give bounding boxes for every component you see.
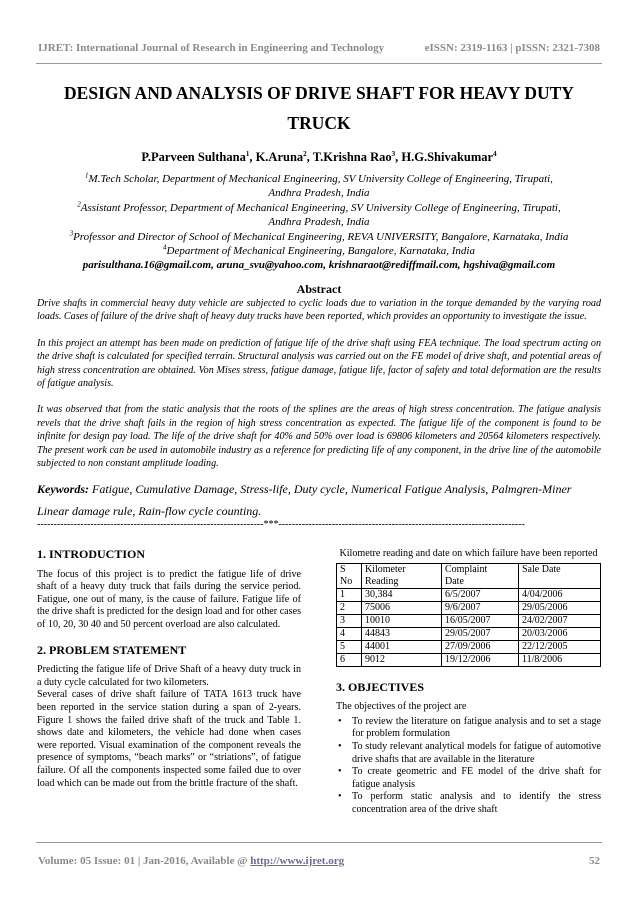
abstract-paragraph: Drive shafts in commercial heavy duty vehicle are subjected to cyclic loads due to variation in the torque demanded by the varying road loads. Cases of failure of the drive shaft of heavy duty trucks have been reported, which provides an opportunity to investigate the issue. bbox=[37, 298, 601, 323]
author-list: P.Parveen Sulthana$^1$, K.Aruna$^2$, T.Krishna Rao$^3$, H.G.Shivakumar$^4$ bbox=[141, 149, 497, 164]
abstract-body bbox=[37, 297, 601, 483]
abstract-paragraph: In this project an attempt has been made on prediction of fatigue life of the drive shaft using FEA technique. The load spectrum acting on the drive shaft is calculated for specified terrain. Structural analysis was carried out on the FE model of drive shaft, and potential areas of high stress concentration are obtained. Von Mises stress, fatigue damage, fatigue life, factor of safety and total deformation are the results of fatigue analysis. bbox=[37, 337, 601, 390]
affiliations bbox=[34, 172, 604, 273]
intro-paragraph: The focus of this project is to predict the fatigue life of drive shaft of a heavy duty truck that fails during the service period. Fatigue, one out of many, is the cause of failure. Fatigue life of the drive shaft is predicted for the design load and for other cases of 10, 20, 30 40 and 50 percent overload are also calculated. bbox=[37, 568, 301, 630]
problem-heading: 2. PROBLEM STATEMENT bbox=[37, 642, 187, 657]
table-header-row bbox=[337, 563, 601, 588]
affiliation: $^3$Professor and Director of School of Mechanical Engineering, REVA UNIVERSITY, Bangalore, Karnataka, India bbox=[69, 228, 569, 243]
header-cell: Complaint Date bbox=[442, 563, 519, 588]
table-row: 3 10010 16/05/2007 24/02/2007 bbox=[337, 614, 601, 627]
journal-name: IJRET: International Journal of Research in Engineering and Technology bbox=[38, 42, 385, 54]
keywords-text: Fatigue, Cumulative Damage, Stress-life, Duty cycle, Numerical Fatigue Analysis, Palmgren-Miner Linear damage rule, Rain-flow cycle counting. bbox=[37, 482, 572, 518]
footer-volume: Volume: 05 Issue: 01 | Jan-2016, Available @ http://www.ijret.org bbox=[38, 855, 345, 867]
problem-paragraph: Predicting the fatigue life of Drive Shaft of a heavy duty truck in a duty cycle calculated for two kilometers. bbox=[37, 664, 301, 688]
author: T.Krishna Rao bbox=[312, 150, 392, 164]
table-caption: Kilometre reading and date on which failure have been reported bbox=[339, 548, 598, 559]
header-cell: S No bbox=[337, 563, 362, 588]
failure-table bbox=[336, 563, 601, 667]
right-column bbox=[336, 548, 601, 817]
objectives-list bbox=[336, 716, 601, 817]
affiliation: $^2$Assistant Professor, Department of Mechanical Engineering, SV University College of Engineering, Tirupati, bbox=[77, 200, 561, 214]
paper-title bbox=[40, 78, 598, 138]
section-separator: --------------------------------------------------------------------***-------------------------------------------------------------------------- bbox=[37, 519, 525, 530]
author-emails: parisulthana.16@gmail.com, aruna_svu@yahoo.com, krishnaraot@rediffmail.com, hgshiva@gmail.com bbox=[82, 259, 556, 272]
table-row: 4 44843 29/05/2007 20/03/2006 bbox=[337, 627, 601, 640]
affiliation: $^1$M.Tech Scholar, Department of Mechanical Engineering, SV University College of Engineering, Tirupati, bbox=[85, 171, 553, 185]
intro-heading: 1. INTRODUCTION bbox=[37, 547, 146, 561]
list-item: • To study relevant analytical models for fatigue of automotive drive shafts that are available in the literature bbox=[336, 741, 601, 766]
footer-rule bbox=[36, 842, 602, 843]
keywords-label: Keywords: bbox=[37, 482, 89, 496]
left-column bbox=[37, 548, 301, 790]
table-row: 6 9012 19/12/2006 11/8/2006 bbox=[337, 653, 601, 666]
running-header bbox=[38, 42, 600, 54]
table-row: 5 44001 27/09/2006 22/12/2005 bbox=[337, 640, 601, 653]
list-item: • To review the literature on fatigue analysis and to set a stage for problem formulation bbox=[336, 716, 601, 741]
objectives-heading: 3. OBJECTIVES bbox=[336, 679, 425, 694]
author: K.Aruna bbox=[255, 150, 304, 164]
problem-paragraph: Several cases of drive shaft failure of TATA 1613 truck have been reported in the service station during a span of 2-years. Figure 1 shows the failed drive shaft of the truck and Table 1. shows date and kilometers, the vehicle had done when cases were reported. Visual examination of the component reveals the presence of symptoms, “beach marks” or “striations”, of fatigue failure. Of all the components inspected some failed due to over load which can be made out from the brittle fracture of the shaft. bbox=[37, 689, 301, 789]
table-row: 1 30,384 6/5/2007 4/04/2006 bbox=[337, 588, 601, 601]
journal-link[interactable]: http://www.ijret.org bbox=[250, 855, 345, 867]
title-line-1: DESIGN AND ANALYSIS OF DRIVE SHAFT FOR HEAVY DUTY bbox=[64, 83, 574, 103]
list-item: • To create geometric and FE model of the drive shaft for fatigue analysis bbox=[336, 766, 601, 791]
abstract-paragraph: It was observed that from the static analysis that the roots of the splines are the areas of high stress concentration. The fatigue analysis revels that the drive shaft fails in the region of high stress concentration as expected. The fatigue life of the component is found to be infinite for design pay load. The life of the drive shaft for 40% and 50% over load is 69806 kilometers and 20564 kilometers respectively. The present work can be used in automobile industry as a reference for predicting life of any component, in the drive line of the automobile subjected to non constant amplitude loading. bbox=[37, 404, 601, 470]
author: H.G.Shivakumar bbox=[401, 150, 494, 164]
table-row: 2 75006 9/6/2007 29/05/2006 bbox=[337, 601, 601, 614]
affiliation: $^4$Department of Mechanical Engineering, Bangalore, Karnataka, India bbox=[163, 243, 475, 258]
affiliation-cont: Andhra Pradesh, India bbox=[268, 187, 370, 200]
abstract-heading: Abstract bbox=[296, 282, 342, 296]
title-line-2: TRUCK bbox=[287, 113, 351, 133]
list-item: • To perform static analysis and to identify the stress concentration area of the drive shaft bbox=[336, 791, 601, 816]
header-cell: Kilometer Reading bbox=[362, 563, 442, 588]
author: P.Parveen Sulthana bbox=[141, 150, 246, 164]
issn: eISSN: 2319-1163 | pISSN: 2321-7308 bbox=[424, 42, 600, 54]
header-cell: Sale Date bbox=[519, 563, 601, 588]
running-footer bbox=[38, 855, 600, 867]
affiliation-cont: Andhra Pradesh, India bbox=[268, 216, 370, 229]
keywords bbox=[37, 478, 601, 522]
objectives-intro: The objectives of the project are bbox=[336, 701, 467, 713]
page-number: 52 bbox=[589, 855, 600, 867]
header-rule bbox=[36, 63, 602, 64]
